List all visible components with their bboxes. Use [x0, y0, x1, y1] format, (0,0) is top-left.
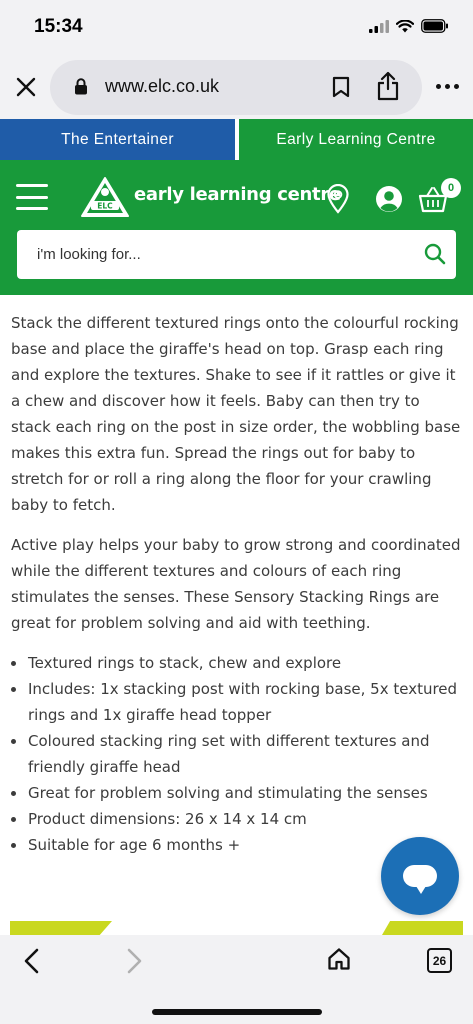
location-icon[interactable]	[326, 184, 350, 214]
search-box	[17, 230, 456, 279]
search-input[interactable]	[17, 230, 417, 279]
status-icons	[369, 19, 449, 33]
basket-count-badge: 0	[441, 178, 461, 198]
search-icon[interactable]	[424, 243, 446, 265]
url-text[interactable]: www.elc.co.uk	[105, 76, 220, 96]
logo-text[interactable]: early learning centre	[134, 184, 341, 205]
tab-the-entertainer[interactable]: The Entertainer	[0, 119, 235, 160]
promo-banner-left[interactable]	[10, 921, 112, 935]
elc-logo-icon[interactable]	[80, 176, 130, 218]
close-icon[interactable]	[14, 75, 38, 99]
feature-item: Suitable for age 6 months +	[11, 832, 463, 858]
feature-item: Textured rings to stack, chew and explore	[11, 650, 463, 676]
svg-text:ELC: ELC	[97, 201, 113, 211]
feature-item: Coloured stacking ring set with different textures and friendly giraffe head	[11, 728, 463, 780]
feature-item: Includes: 1x stacking post with rocking base, 5x textured rings and 1x giraffe head topper	[11, 676, 463, 728]
status-bar	[0, 0, 473, 56]
share-icon[interactable]	[376, 71, 400, 101]
back-icon[interactable]	[21, 948, 43, 974]
home-indicator[interactable]	[152, 1009, 322, 1015]
chat-icon	[403, 865, 437, 887]
status-time: 15:34	[34, 16, 83, 37]
more-icon[interactable]	[436, 84, 459, 89]
forward-icon[interactable]	[123, 948, 145, 974]
lock-icon	[74, 78, 88, 95]
feature-item: Great for problem solving and stimulating the senses	[11, 780, 463, 806]
feature-item: Product dimensions: 26 x 14 x 14 cm	[11, 806, 463, 832]
browser-bottom-toolbar	[0, 935, 473, 1024]
description-paragraph: Stack the different textured rings onto the colourful rocking base and place the giraffe's head on top. Grasp each ring and explore the textures. Shake to see if it rattles or give it a chew and discover how it feels. Baby can then try to stack each ring on the post in size order, the wobbling base makes this extra fun. Spread the rings out for baby to stretch for or roll a ring along the floor for your crawling baby to fetch.	[11, 314, 461, 514]
account-icon[interactable]	[375, 185, 403, 213]
product-description	[11, 310, 463, 858]
tabs-icon[interactable]: 26	[427, 948, 452, 973]
address-bar[interactable]	[50, 60, 422, 115]
browser-toolbar	[0, 56, 473, 119]
tab-early-learning-centre[interactable]: Early Learning Centre	[239, 119, 473, 160]
signal-icon	[369, 20, 389, 33]
store-tabs	[0, 119, 473, 160]
bookmark-icon[interactable]	[332, 76, 350, 98]
site-header	[0, 160, 473, 295]
home-icon[interactable]	[327, 947, 351, 971]
wifi-icon	[396, 20, 414, 33]
chat-button[interactable]	[381, 837, 459, 915]
feature-list	[11, 650, 463, 858]
promo-banner-right[interactable]	[382, 921, 463, 935]
battery-icon	[421, 19, 449, 33]
description-paragraph: Active play helps your baby to grow strong and coordinated while the different textures and colours of each ring stimulates the senses. These Sensory Stacking Rings are great for problem solving and aid with teething.	[11, 536, 461, 632]
hamburger-icon[interactable]	[16, 184, 48, 210]
